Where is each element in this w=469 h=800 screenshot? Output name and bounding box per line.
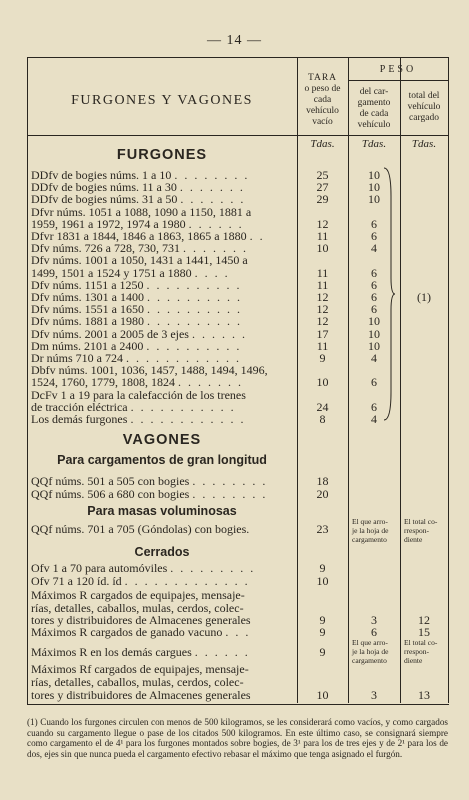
leader-dots: . . . . . . .: [183, 241, 248, 256]
cargo-note: El que arro- je la hoja de cargamento: [352, 517, 389, 544]
list-item: tores y distribuidores de Almacenes generales: [31, 688, 251, 702]
tara-value: 23: [316, 522, 329, 536]
carga-value: 10: [368, 168, 380, 182]
carga-value: 3: [371, 613, 377, 627]
list-item: QQf núms. 506 a 680 con bogies . . . . . . . .: [31, 487, 268, 501]
total-note: El total co- rrespon- diente: [404, 638, 438, 665]
leader-dots: . . . .: [194, 265, 230, 280]
leader-dots: . . . . . . . . . .: [147, 302, 242, 317]
row-label: DDfv de bogies núms. 31 a 50: [31, 192, 178, 207]
tara-value: 9: [319, 645, 326, 659]
unit-total: Tdas.: [411, 138, 437, 150]
row-label: DcFv 1 a 19 para la calefacción de los trenes: [31, 387, 246, 402]
carga-value: 6: [371, 399, 377, 414]
tara-value: 9: [319, 625, 326, 639]
total-header: total del vehículo cargado: [407, 91, 441, 123]
carga-value: 6: [371, 290, 377, 304]
row-label: Dfv núms. 726 a 728, 730, 731: [31, 241, 180, 256]
carga-value: 6: [371, 277, 377, 292]
carga-value: 4: [371, 412, 377, 426]
leader-dots: . . . . . . . . . .: [146, 277, 242, 292]
carga-value: 6: [371, 375, 377, 390]
carga-value: 4: [371, 241, 377, 256]
leader-dots: . . . . . . . . . . . .: [130, 412, 246, 426]
unit-tara: Tdas.: [310, 138, 335, 150]
tara-value: 27: [316, 180, 329, 195]
list-item: Máximos R cargados de equipajes, mensaje-: [31, 588, 245, 602]
row-label: Dfv núms. 1001 a 1050, 1431 a 1441, 1450 a: [31, 253, 248, 268]
list-item: Máximos R cargados de ganado vacuno . . .: [31, 625, 251, 639]
tara-value: 10: [316, 241, 329, 256]
list-item: Ofv 1 a 70 para automóviles . . . . . . . . .: [31, 561, 256, 575]
page-number: — 14 —: [207, 33, 262, 48]
column-divider-total: [400, 57, 401, 703]
total-value: 13: [418, 688, 430, 702]
brace-icon: [381, 166, 397, 422]
leader-dots: . . . . . .: [191, 326, 247, 341]
leader-dots: . . . . . . .: [180, 192, 246, 207]
row-label: Dfv núms. 1301 a 1400: [31, 290, 144, 304]
tara-value: 11: [316, 229, 329, 243]
carga-value: 10: [368, 326, 380, 341]
table-row: [31, 412, 299, 426]
total-value: 15: [418, 625, 430, 639]
tara-value: 9: [319, 351, 326, 365]
row-label: DDfv de bogies núms. 1 a 10: [31, 168, 172, 182]
tara-value: 29: [316, 192, 329, 207]
list-item: Máximos R en los demás cargues . . . . . .: [31, 645, 250, 659]
row-label: Dfv núms. 1881 a 1980: [31, 314, 144, 329]
carga-value: 10: [368, 338, 380, 353]
carga-value: 6: [371, 216, 377, 231]
list-item: Máximos Rf cargados de equipajes, mensaje-: [31, 662, 249, 676]
tara-value: 11: [316, 277, 329, 292]
section-cerrados: Cerrados: [134, 545, 190, 559]
header-rule: [27, 135, 448, 136]
list-item: rías, detalles, caballos, mulas, cerdos, colec-: [31, 675, 244, 689]
unit-carga: Tdas.: [361, 138, 387, 150]
tara-value: 12: [316, 290, 329, 304]
tara-value: 12: [316, 314, 329, 329]
tara-value: 11: [316, 338, 329, 353]
tara-value: 10: [316, 688, 329, 702]
tara-value: 18: [316, 474, 329, 488]
tara-value: 8: [319, 412, 326, 426]
list-item: Ofv 71 a 120 íd. íd . . . . . . . . . . . . .: [31, 574, 250, 588]
carga-value: 6: [371, 625, 377, 639]
tara-value: 10: [316, 574, 329, 588]
total-value: 12: [418, 613, 430, 627]
carga-value: 6: [371, 302, 377, 317]
row-label: Los demás furgones: [31, 412, 128, 426]
row-label: 1524, 1760, 1779, 1808, 1824: [31, 375, 175, 390]
leader-dots: . .: [249, 229, 265, 243]
tara-value: 12: [316, 216, 329, 231]
carga-value: 10: [368, 192, 380, 207]
peso-underline: [348, 80, 448, 81]
total-note: El total co- rrespon- diente: [404, 517, 438, 544]
peso-header: PESO: [379, 64, 417, 75]
tara-value: 9: [319, 613, 326, 627]
carga-value: 6: [371, 265, 377, 280]
section-furgones: FURGONES: [116, 147, 208, 163]
table-title: FURGONES Y VAGONES: [71, 93, 253, 108]
tara-value: 20: [316, 487, 329, 501]
column-divider-right: [448, 57, 449, 703]
row-label: 1959, 1961 a 1972, 1974 a 1980: [31, 216, 186, 231]
row-label: Dfv núms. 1151 a 1250: [31, 277, 144, 292]
carga-value: 10: [368, 180, 380, 195]
tara-value: 17: [316, 326, 329, 341]
carga-value: 3: [371, 688, 377, 702]
row-label: Dr núms 710 a 724: [31, 351, 123, 365]
row-label: Dfvr núms. 1051 a 1088, 1090 a 1150, 1881 a: [31, 204, 252, 219]
row-label: Dfv núms. 1551 a 1650: [31, 302, 144, 317]
tara-value: 11: [316, 265, 329, 280]
carga-header: del car- gamento de cada vehículo: [357, 87, 391, 130]
cargo-note: El que arro- je la hoja de cargamento: [352, 638, 389, 665]
leader-dots: . . . . . . . . . . .: [130, 399, 236, 414]
leader-dots: . . . . . . . . . . . .: [126, 351, 241, 365]
carga-value: 4: [371, 351, 377, 365]
leader-dots: . . . . . . .: [179, 180, 245, 195]
carga-value: 6: [371, 229, 377, 243]
tara-value: 12: [316, 302, 329, 317]
tara-value: 24: [316, 399, 329, 414]
list-item: tores y distribuidores de Almacenes generales: [31, 613, 251, 627]
list-item: rías, detalles, caballos, mulas, cerdos, colec-: [31, 601, 244, 615]
row-label: Dbfv núms. 1001, 1036, 1457, 1488, 1494, 1496,: [31, 363, 268, 378]
leader-dots: . . . . . .: [188, 216, 244, 231]
tara-header: TARA o peso de cada vehículo vacío: [304, 73, 341, 127]
footnote: (1) Cuando los furgones circulen con menos de 500 kilogramos, se les considerará como vacíos, y como cargados cuando su cargamento llegue o pase de los citados 500 kilogramos. En este último caso, se consignará siempre como cargamento el de 4¹ para los furgones montados sobre bogies, de 3¹ para los de tres ejes y de 2¹ para los de dos, ejes sin que nunca pueda el cargamento efectivo rebasar el máximo que tenga asignado el furgón.: [27, 717, 448, 759]
row-label: de tracción eléctrica: [31, 399, 128, 414]
row-label: 1499, 1501 a 1524 y 1751 a 1880: [31, 265, 192, 280]
leader-dots: . . . . . . . . . .: [147, 290, 242, 304]
row-label: Dfv núms. 2001 a 2005 de 3 ejes: [31, 326, 189, 341]
tara-value: 9: [319, 561, 326, 575]
section-vagones: VAGONES: [122, 432, 202, 448]
total-value: (1): [417, 290, 431, 304]
row-label: Dm núms. 2101 a 2400: [31, 338, 144, 353]
carga-value: 10: [368, 314, 380, 329]
section-masas-voluminosas: Para masas voluminosas: [87, 504, 237, 518]
leader-dots: . . . . . . . .: [174, 168, 250, 182]
tara-value: 10: [316, 375, 329, 390]
row-label: Dfvr 1831 a 1844, 1846 a 1863, 1865 a 1880: [31, 229, 247, 243]
list-item: QQf núms. 501 a 505 con bogies . . . . . . . .: [31, 474, 268, 488]
section-gran-longitud: Para cargamentos de gran longitud: [57, 453, 267, 467]
row-label: DDfv de bogies núms. 11 a 30: [31, 180, 177, 195]
leader-dots: . . . . . . . . . .: [147, 314, 242, 329]
leader-dots: . . . . . . .: [178, 375, 243, 390]
tara-value: 25: [316, 168, 329, 182]
leader-dots: . . . . . . . . . .: [146, 338, 242, 353]
list-item: QQf núms. 701 a 705 (Góndolas) con bogies.: [31, 522, 250, 536]
